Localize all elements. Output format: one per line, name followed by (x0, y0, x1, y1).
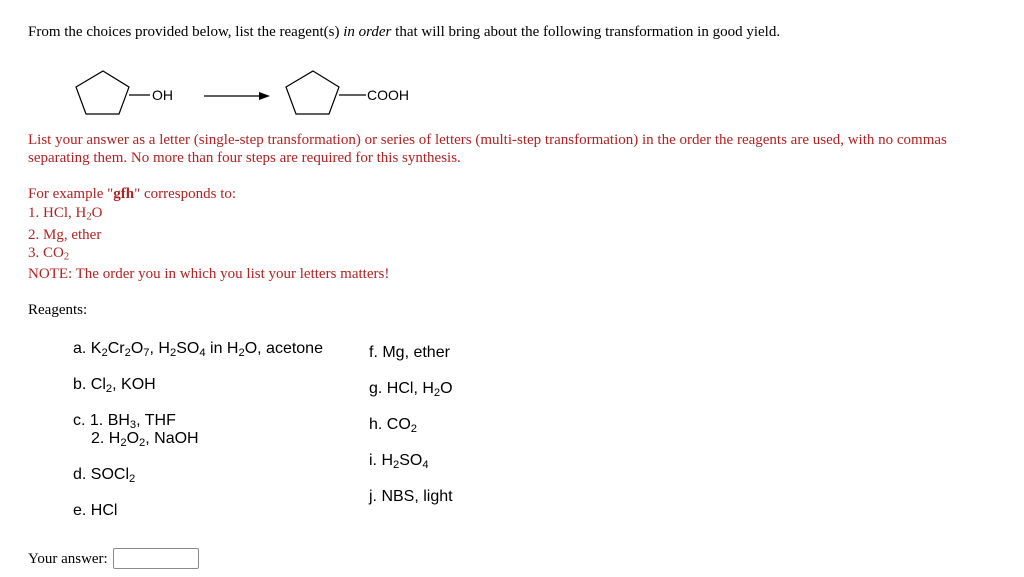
cyclopentanol-structure (76, 71, 150, 114)
reagent-g-letter: g. (369, 380, 383, 397)
reaction-scheme (0, 60, 480, 130)
example-step-2: 2. Mg, ether (28, 227, 102, 243)
reagent-f-letter: f. (369, 344, 378, 361)
reagents-label: Reagents: (28, 302, 88, 318)
reagent-j-text: NBS, light (381, 488, 453, 505)
reagent-e-letter: e. (73, 502, 87, 519)
start-group-label: OH (152, 87, 173, 103)
answer-input[interactable] (113, 548, 199, 569)
example-intro-pre: For example " (28, 186, 114, 202)
reagent-e (73, 502, 117, 520)
example-intro-post: " corresponds to: (134, 186, 237, 202)
reaction-arrow (204, 92, 270, 100)
reagent-g (369, 380, 453, 398)
cyclopentanecarboxylic-acid-structure (286, 71, 366, 114)
reagent-d-text: SOCl$_2$ (90, 466, 136, 485)
reagent-g-text: HCl, $H_2O$ (386, 380, 453, 399)
reagent-a-text: $K_2Cr_2O_7$, $H_2SO_4$ in $H_2O$, acetone (90, 340, 323, 359)
reagent-b (73, 376, 156, 394)
question-prefix: From the choices provided below, list the reagent(s) (28, 24, 344, 40)
question-emphasis: in order (343, 24, 392, 40)
reagent-e-text: HCl (90, 502, 118, 519)
reagent-d-letter: d. (73, 466, 87, 483)
reagent-f (369, 344, 450, 362)
reagent-i-letter: i. (369, 452, 377, 469)
example-step-3: 3. $CO_2$ (28, 245, 70, 263)
question-suffix: that will bring about the following transformation in good yield. (391, 24, 781, 40)
reagent-b-text: $Cl_2$, KOH (90, 376, 156, 395)
question-text (28, 24, 780, 41)
reagent-h (369, 416, 417, 434)
reagent-c-text: 1. $BH_3$, THF (89, 412, 176, 431)
example-step-1: 1. HCl, $H_2O$ (28, 205, 103, 223)
reagent-a (73, 340, 323, 358)
reagent-i (369, 452, 429, 470)
reagent-f-text: Mg, ether (382, 344, 450, 361)
instructions-line-2: separating them. No more than four steps are required for this synthesis. (28, 150, 461, 166)
product-group-label: COOH (367, 87, 409, 103)
instructions-line-1: List your answer as a letter (single-step transformation) or series of letters (multi-step transformation) in the order the reagents are used, with no commas (28, 132, 947, 148)
reagent-a-letter: a. (73, 340, 87, 357)
reagent-c-letter: c. (73, 412, 86, 429)
example-intro-bold: gfh (113, 186, 135, 202)
example-intro (28, 185, 236, 203)
reagent-h-text: $CO_2$ (386, 416, 418, 435)
reagent-c (73, 412, 176, 430)
reagent-j-letter: j. (369, 488, 377, 505)
reagent-h-letter: h. (369, 416, 383, 433)
reagent-i-text: $H_2SO_4$ (381, 452, 429, 471)
reagent-b-letter: b. (73, 376, 87, 393)
reagent-d (73, 466, 135, 484)
reagent-j (369, 488, 453, 506)
instructions (28, 131, 1013, 167)
reagent-c-step-2: 2. $H_2O_2$, NaOH (91, 430, 199, 449)
example-note: NOTE: The order you in which you list your letters matters! (28, 266, 390, 282)
answer-label: Your answer: (28, 551, 108, 567)
